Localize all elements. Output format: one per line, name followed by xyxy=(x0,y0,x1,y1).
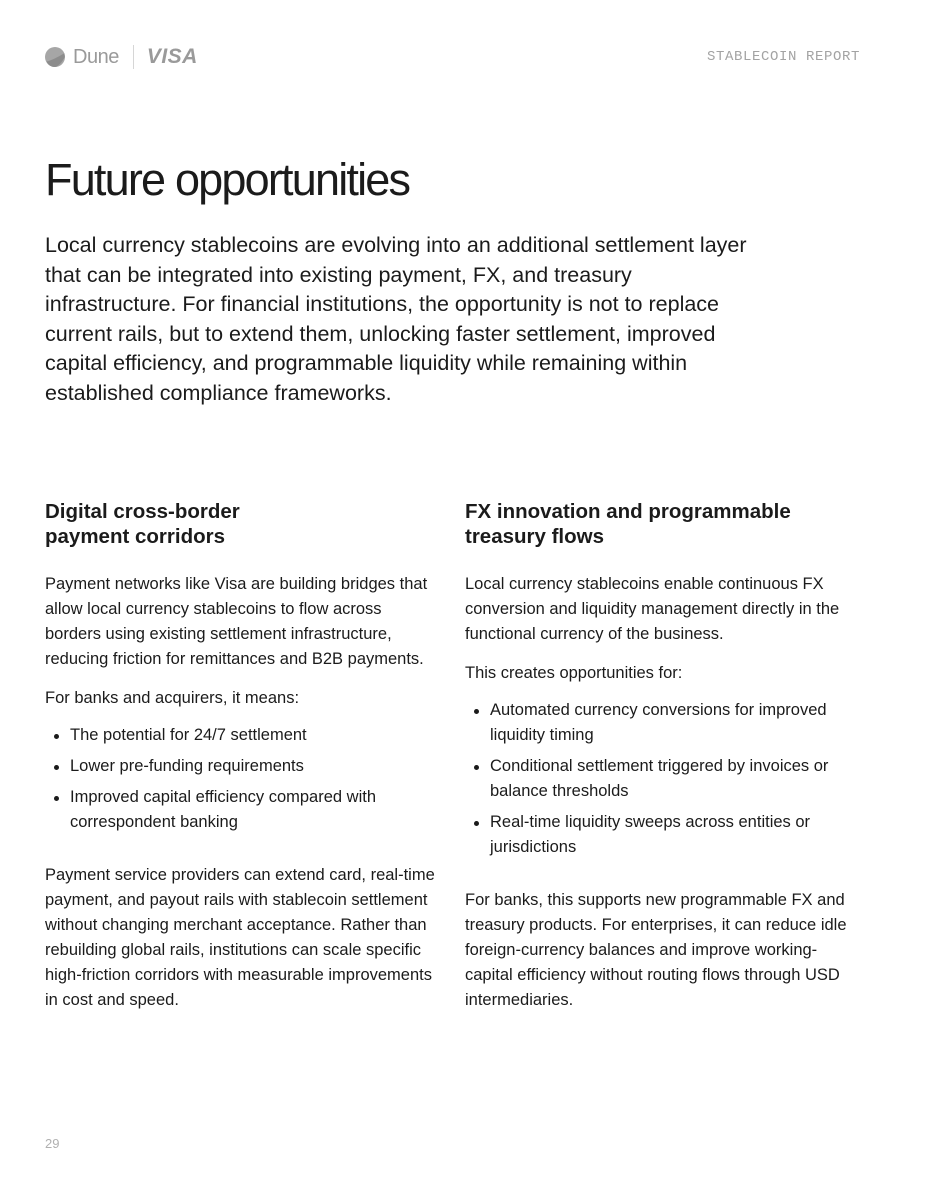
list-item xyxy=(45,723,437,748)
list-item xyxy=(45,785,437,835)
bullet-icon xyxy=(474,821,479,826)
list-item xyxy=(465,698,857,748)
section-paragraph: Payment service providers can extend card, real-time payment, and payout rails with stablecoin settlement without changing merchant acceptance. Rather than rebuilding global rails, institutions can scale specific high-friction corridors with measurable improvements in cost and speed. xyxy=(45,866,435,1009)
section-paragraph: Local currency stablecoins enable continuous FX conversion and liquidity management directly in the functional currency of the business. xyxy=(465,575,840,643)
list-item-text: Real-time liquidity sweeps across entities or jurisdictions xyxy=(490,813,811,856)
list-item xyxy=(465,810,857,860)
section-heading: Digital cross-border payment corridors xyxy=(45,500,240,548)
list-item xyxy=(465,754,857,804)
dune-wordmark: Dune xyxy=(73,45,119,68)
bullet-icon xyxy=(474,765,479,770)
dune-logo-icon xyxy=(45,47,65,67)
section-paragraph: For banks and acquirers, it means: xyxy=(45,689,300,707)
section-paragraph: This creates opportunities for: xyxy=(465,664,683,682)
logo-divider xyxy=(133,45,134,69)
page-header xyxy=(45,44,860,70)
section-heading: FX innovation and programmable treasury flows xyxy=(465,500,791,548)
list-item-text: Automated currency conversions for improved liquidity timing xyxy=(490,701,827,744)
bullet-icon xyxy=(54,734,59,739)
bullet-icon xyxy=(474,709,479,714)
brand-logos xyxy=(45,44,198,70)
page-number: 29 xyxy=(45,1136,60,1151)
section-paragraph: Payment networks like Visa are building bridges that allow local currency stablecoins to flow across borders using existing settlement infrastructure, reducing friction for remittances and B2B payments. xyxy=(45,575,428,668)
list-item xyxy=(45,754,437,779)
list-item-text: Conditional settlement triggered by invoices or balance thresholds xyxy=(490,757,829,800)
section-paragraph: For banks, this supports new programmable FX and treasury products. For enterprises, it can reduce idle foreign-currency balances and improve working-capital efficiency without routing flows through USD intermediaries. xyxy=(465,891,847,1009)
bullet-list xyxy=(465,698,857,860)
list-item-text: Improved capital efficiency compared with correspondent banking xyxy=(70,788,377,831)
list-item-text: The potential for 24/7 settlement xyxy=(70,726,307,744)
list-item-text: Lower pre-funding requirements xyxy=(70,757,304,775)
bullet-icon xyxy=(54,796,59,801)
left-column xyxy=(45,500,437,1013)
bullet-icon xyxy=(54,765,59,770)
bullet-list xyxy=(45,723,437,835)
right-column xyxy=(465,500,857,1013)
visa-wordmark: VISA xyxy=(146,45,198,68)
report-label: STABLECOIN REPORT xyxy=(706,49,860,65)
lead-paragraph: Local currency stablecoins are evolving into an additional settlement layer that can be integrated into existing payment, FX, and treasury infrastructure. For financial institutions, the opportunity is not to replace current rails, but to extend them, unlocking faster settlement, improved capital efficiency, and programmable liquidity while remaining within established compliance frameworks. xyxy=(45,233,747,405)
page-title: Future opportunities xyxy=(45,154,410,205)
